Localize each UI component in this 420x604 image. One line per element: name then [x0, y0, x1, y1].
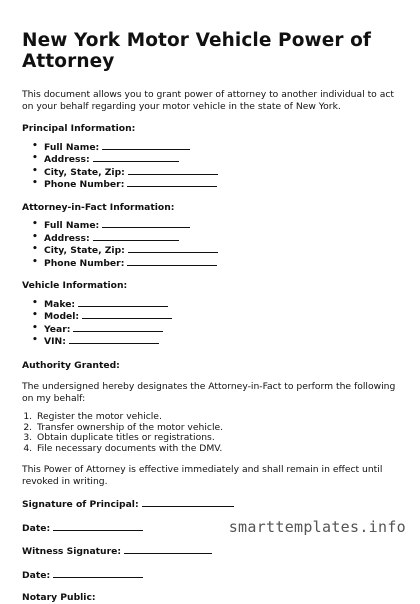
authority-list	[22, 412, 400, 454]
attorney-full-name-field: • Full Name:	[44, 219, 400, 232]
principal-full-name-field: • Full Name:	[44, 141, 400, 154]
principal-address-blank	[93, 153, 179, 162]
notary-line: Notary Public:	[22, 592, 96, 603]
principal-signature-blank	[142, 498, 234, 507]
vehicle-year-blank	[73, 323, 163, 332]
witness-date-line: Date:	[22, 569, 400, 582]
witness-signature-line: Witness Signature:	[22, 545, 400, 558]
authority-item: 1. Register the motor vehicle.	[35, 412, 400, 423]
authority-paragraph: The undersigned hereby designates the Attorney-in-Fact to perform the following on my behalf:	[22, 381, 396, 404]
principal-phone-field: • Phone Number:	[44, 178, 400, 191]
attorney-address-field: • Address:	[44, 232, 400, 245]
principal-date-blank	[53, 522, 143, 531]
principal-signature-line: Signature of Principal:	[22, 498, 400, 511]
vehicle-year-field: • Year:	[44, 323, 400, 336]
attorney-address-blank	[93, 232, 179, 241]
vehicle-make-blank	[78, 298, 168, 307]
attorney-full-name-blank	[102, 219, 190, 228]
attorney-fields	[22, 219, 400, 269]
attorney-city-blank	[128, 244, 218, 253]
principal-city-field: • City, State, Zip:	[44, 166, 400, 179]
vehicle-vin-blank	[69, 335, 159, 344]
attorney-phone-blank	[127, 257, 217, 266]
witness-date-blank	[53, 569, 143, 578]
principal-full-name-blank	[102, 141, 190, 150]
effective-paragraph: This Power of Attorney is effective immediately and shall remain in effect until revoked in writing.	[22, 464, 383, 487]
principal-heading: Principal Information:	[22, 123, 136, 134]
attorney-heading: Attorney-in-Fact Information:	[22, 201, 175, 213]
principal-address-field: • Address:	[44, 153, 400, 166]
principal-date-line: Date:	[22, 522, 400, 535]
witness-signature-blank	[124, 545, 212, 554]
vehicle-model-blank	[82, 310, 172, 319]
watermark-text: smarttemplates.info	[228, 518, 406, 536]
vehicle-vin-field: • VIN:	[44, 335, 400, 348]
authority-heading: Authority Granted:	[22, 359, 120, 371]
authority-item: 3. Obtain duplicate titles or registrations.	[35, 433, 400, 444]
authority-item: 2. Transfer ownership of the motor vehicle.	[35, 423, 400, 434]
document-title: New York Motor Vehicle Power of Attorney	[22, 30, 372, 72]
vehicle-model-field: • Model:	[44, 310, 400, 323]
authority-item: 4. File necessary documents with the DMV.	[35, 444, 400, 455]
principal-city-blank	[128, 166, 218, 175]
vehicle-fields	[22, 298, 400, 348]
vehicle-heading: Vehicle Information:	[22, 280, 128, 291]
principal-phone-blank	[127, 178, 217, 187]
attorney-city-field: • City, State, Zip:	[44, 244, 400, 257]
vehicle-make-field: • Make:	[44, 298, 400, 311]
attorney-phone-field: • Phone Number:	[44, 257, 400, 270]
intro-paragraph: This document allows you to grant power of attorney to another individual to act on your behalf regarding your motor vehicle in the state of New York.	[22, 89, 395, 112]
principal-fields	[22, 141, 400, 191]
